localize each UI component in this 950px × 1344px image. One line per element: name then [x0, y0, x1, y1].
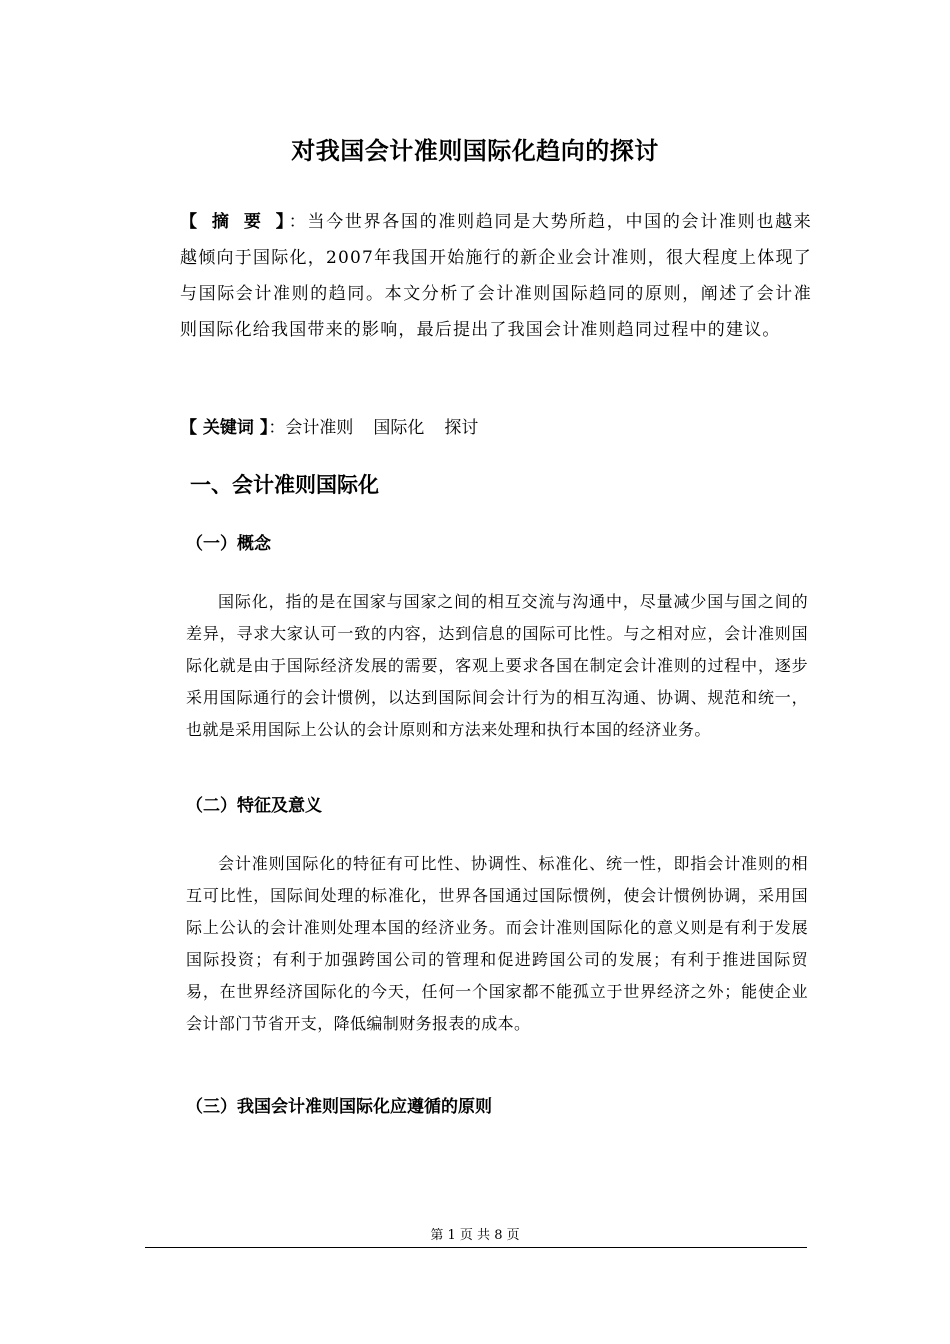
- keywords-separator: ：: [268, 418, 286, 438]
- keywords-line: [180, 412, 498, 444]
- abstract-paragraph: [180, 204, 812, 348]
- section-heading: 一、会计准则国际化: [190, 473, 379, 497]
- abstract-label: 【 摘 要 】: [180, 212, 289, 232]
- subsection-heading: （二）特征及意义: [186, 796, 322, 816]
- body-paragraph: 国际化，指的是在国家与国家之间的相互交流与沟通中，尽量减少国与国之间的差异，寻求大家认可一致的内容，达到信息的国际可比性。与之相对应，会计准则国际化就是由于国际经济发展的需要，客观上要求各国在制定会计准则的过程中，逐步采用国际通行的会计惯例，以达到国际间会计行为的相互沟通、协调、规范和统一，也就是采用国际上公认的会计原则和方法来处理和执行本国的经济业务。: [186, 592, 808, 739]
- footer-rule: [145, 1247, 807, 1248]
- keyword-item: 国际化: [373, 418, 425, 438]
- page-number: 第 1 页 共 8 页: [430, 1228, 520, 1243]
- subsection-heading: （三）我国会计准则国际化应遵循的原则: [186, 1097, 492, 1117]
- document-title: 对我国会计准则国际化趋向的探讨: [291, 137, 659, 165]
- subsection-heading: （一）概念: [186, 534, 271, 554]
- abstract-text: ：当今世界各国的准则趋同是大势所趋，中国的会计准则也越来越倾向于国际化，2007年我国开始施行的新企业会计准则，很大程度上体现了与国际会计准则的趋同。本文分析了会计准则国际趋同的原则，阐述了会计准则国际化给我国带来的影响，最后提出了我国会计准则趋同过程中的建议。: [180, 212, 812, 340]
- keyword-item: 会计准则: [285, 418, 354, 438]
- keyword-item: 探讨: [444, 418, 479, 438]
- keywords-label: 【 关键词 】: [180, 418, 269, 438]
- body-paragraph: 会计准则国际化的特征有可比性、协调性、标准化、统一性，即指会计准则的相互可比性，国际间处理的标准化，世界各国通过国际惯例，使会计惯例协调，采用国际上公认的会计准则处理本国的经济业务。而会计准则国际化的意义则是有利于发展国际投资；有利于加强跨国公司的管理和促进跨国公司的发展；有利于推进国际贸易，在世界经济国际化的今天，任何一个国家都不能孤立于世界经济之外；能使企业会计部门节省开支，降低编制财务报表的成本。: [186, 854, 808, 1033]
